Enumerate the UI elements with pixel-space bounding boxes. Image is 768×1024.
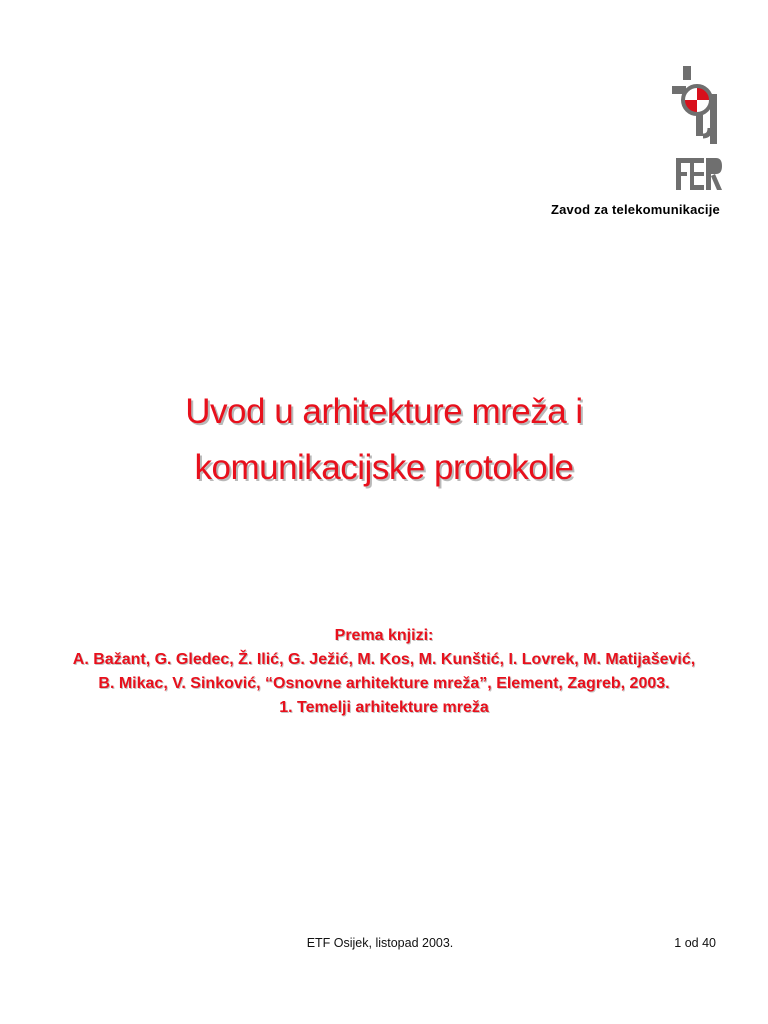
fer-wordmark bbox=[676, 158, 722, 190]
fer-emblem bbox=[672, 66, 717, 144]
page-number: 1 od 40 bbox=[674, 936, 716, 950]
reference-line-3: B. Mikac, V. Sinković, “Osnovne arhitekture mreža”, Element, Zagreb, 2003. bbox=[98, 675, 670, 692]
reference-line-1: Prema knjizi: bbox=[334, 627, 434, 644]
reference-line-4: 1. Temelji arhitekture mreža bbox=[279, 699, 489, 716]
title-line-2: komunikacijske protokole bbox=[194, 448, 574, 487]
footer-event: ETF Osijek, listopad 2003. bbox=[306, 936, 454, 950]
reference-line-2: A. Bažant, G. Gledec, Ž. Ilić, G. Ježić, M. Kos, M. Kunštić, I. Lovrek, M. Matijašević, bbox=[72, 651, 696, 668]
slide-title bbox=[0, 384, 768, 496]
book-reference bbox=[0, 624, 768, 720]
department-label: Zavod za telekomunikacije bbox=[550, 202, 720, 217]
fer-logo bbox=[670, 64, 724, 194]
title-line-1: Uvod u arhitekture mreža i bbox=[185, 392, 583, 431]
